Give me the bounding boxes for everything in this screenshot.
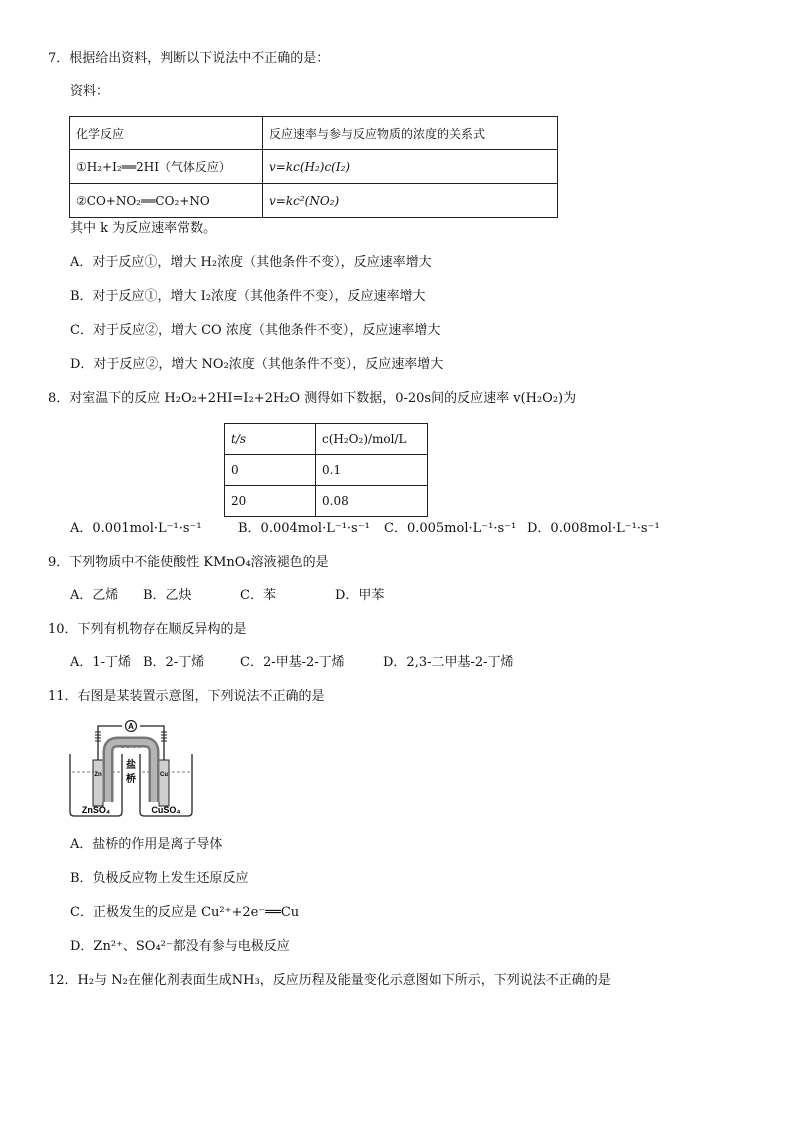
zn-label: Zn [94,772,102,778]
q7-table-header-1: 化学反应 [70,117,263,150]
q7-table [69,116,558,218]
q10-option-c: C．2-甲基-2-丁烯 [240,655,345,670]
q12-stem: 12．H₂与 N₂在催化剂表面生成NH₃，反应历程及能量变化示意图如下所示，下列说法不正确的是 [48,973,611,988]
q7-table-header-2: 反应速率与参与反应物质的浓度的关系式 [263,117,558,150]
q8-table-cell: 20 [225,486,316,517]
q10-option-a: A．1-丁烯 [70,655,132,670]
q9-option-b: B．乙炔 [143,588,192,603]
galvanic-cell-diagram [66,720,196,822]
q8-table-header-2: c(H₂O₂)/mol/L [316,424,428,455]
q10-option-b: B．2-丁烯 [143,655,205,670]
q8-table [224,423,428,517]
q7-table-cell: ①H₂+I₂══2HI（气体反应） [70,150,263,184]
q8-table-cell: 0.08 [316,486,428,517]
q8-table-cell: 0 [225,455,316,486]
q8-table-header-1: t/s [225,424,316,455]
znso4-label: ZnSO₄ [81,805,111,815]
q7-stem: 7．根据给出资料，判断以下说法中不正确的是： [48,51,330,66]
q11-stem: 11．右图是某装置示意图，下列说法不正确的是 [48,689,325,704]
q9-stem: 9．下列物质中不能使酸性 KMnO₄溶液褪色的是 [48,555,329,570]
salt-bridge-label-1: 盐 [126,760,136,771]
q7-note: 其中 k 为反应速率常数。 [70,221,217,236]
cu-label: Cu [160,772,168,778]
ammeter-label: 电流表 [116,739,146,750]
zinc-electrode [93,760,103,806]
q8-option-d: D．0.008mol·L⁻¹·s⁻¹ [527,521,660,536]
q7-option-a: A．对于反应①，增大 H₂浓度（其他条件不变），反应速率增大 [70,255,432,270]
salt-bridge-label-2: 桥 [126,774,136,785]
q7-material-label: 资料： [70,84,110,99]
q9-option-c: C．苯 [240,588,276,603]
q7-option-c: C．对于反应②，增大 CO 浓度（其他条件不变），反应速率增大 [70,323,441,338]
q10-option-d: D．2,3-二甲基-2-丁烯 [383,655,514,670]
ammeter-symbol: A [128,722,134,731]
q11-option-a: A．盐桥的作用是离子导体 [70,837,223,852]
q7-table-cell: ②CO+NO₂══CO₂+NO [70,184,263,218]
q8-option-b: B．0.004mol·L⁻¹·s⁻¹ [238,521,370,536]
q11-option-d: D．Zn²⁺、SO₄²⁻都没有参与电极反应 [70,939,290,954]
q8-option-a: A．0.001mol·L⁻¹·s⁻¹ [70,521,202,536]
q8-stem: 8．对室温下的反应 H₂O₂+2HI=I₂+2H₂O 测得如下数据，0-20s间的反应速率 v(H₂O₂)为 [48,391,577,406]
q9-option-a: A．乙烯 [70,588,119,603]
copper-electrode [159,760,169,806]
q11-option-b: B．负极反应物上发生还原反应 [70,871,249,886]
q11-option-c: C．正极发生的反应是 Cu²⁺+2e⁻══Cu [70,905,300,920]
q7-table-cell: v=kc(H₂)c(I₂) [263,150,558,184]
q7-option-d: D．对于反应②，增大 NO₂浓度（其他条件不变），反应速率增大 [70,357,444,372]
q8-option-c: C．0.005mol·L⁻¹·s⁻¹ [384,521,517,536]
q7-table-cell: v=kc²(NO₂) [263,184,558,218]
q10-stem: 10．下列有机物存在顺反异构的是 [48,622,247,637]
q7-option-b: B．对于反应①，增大 I₂浓度（其他条件不变），反应速率增大 [70,289,426,304]
q8-table-cell: 0.1 [316,455,428,486]
cuso4-label: CuSO₄ [151,805,181,815]
q9-option-d: D．甲苯 [335,588,385,603]
